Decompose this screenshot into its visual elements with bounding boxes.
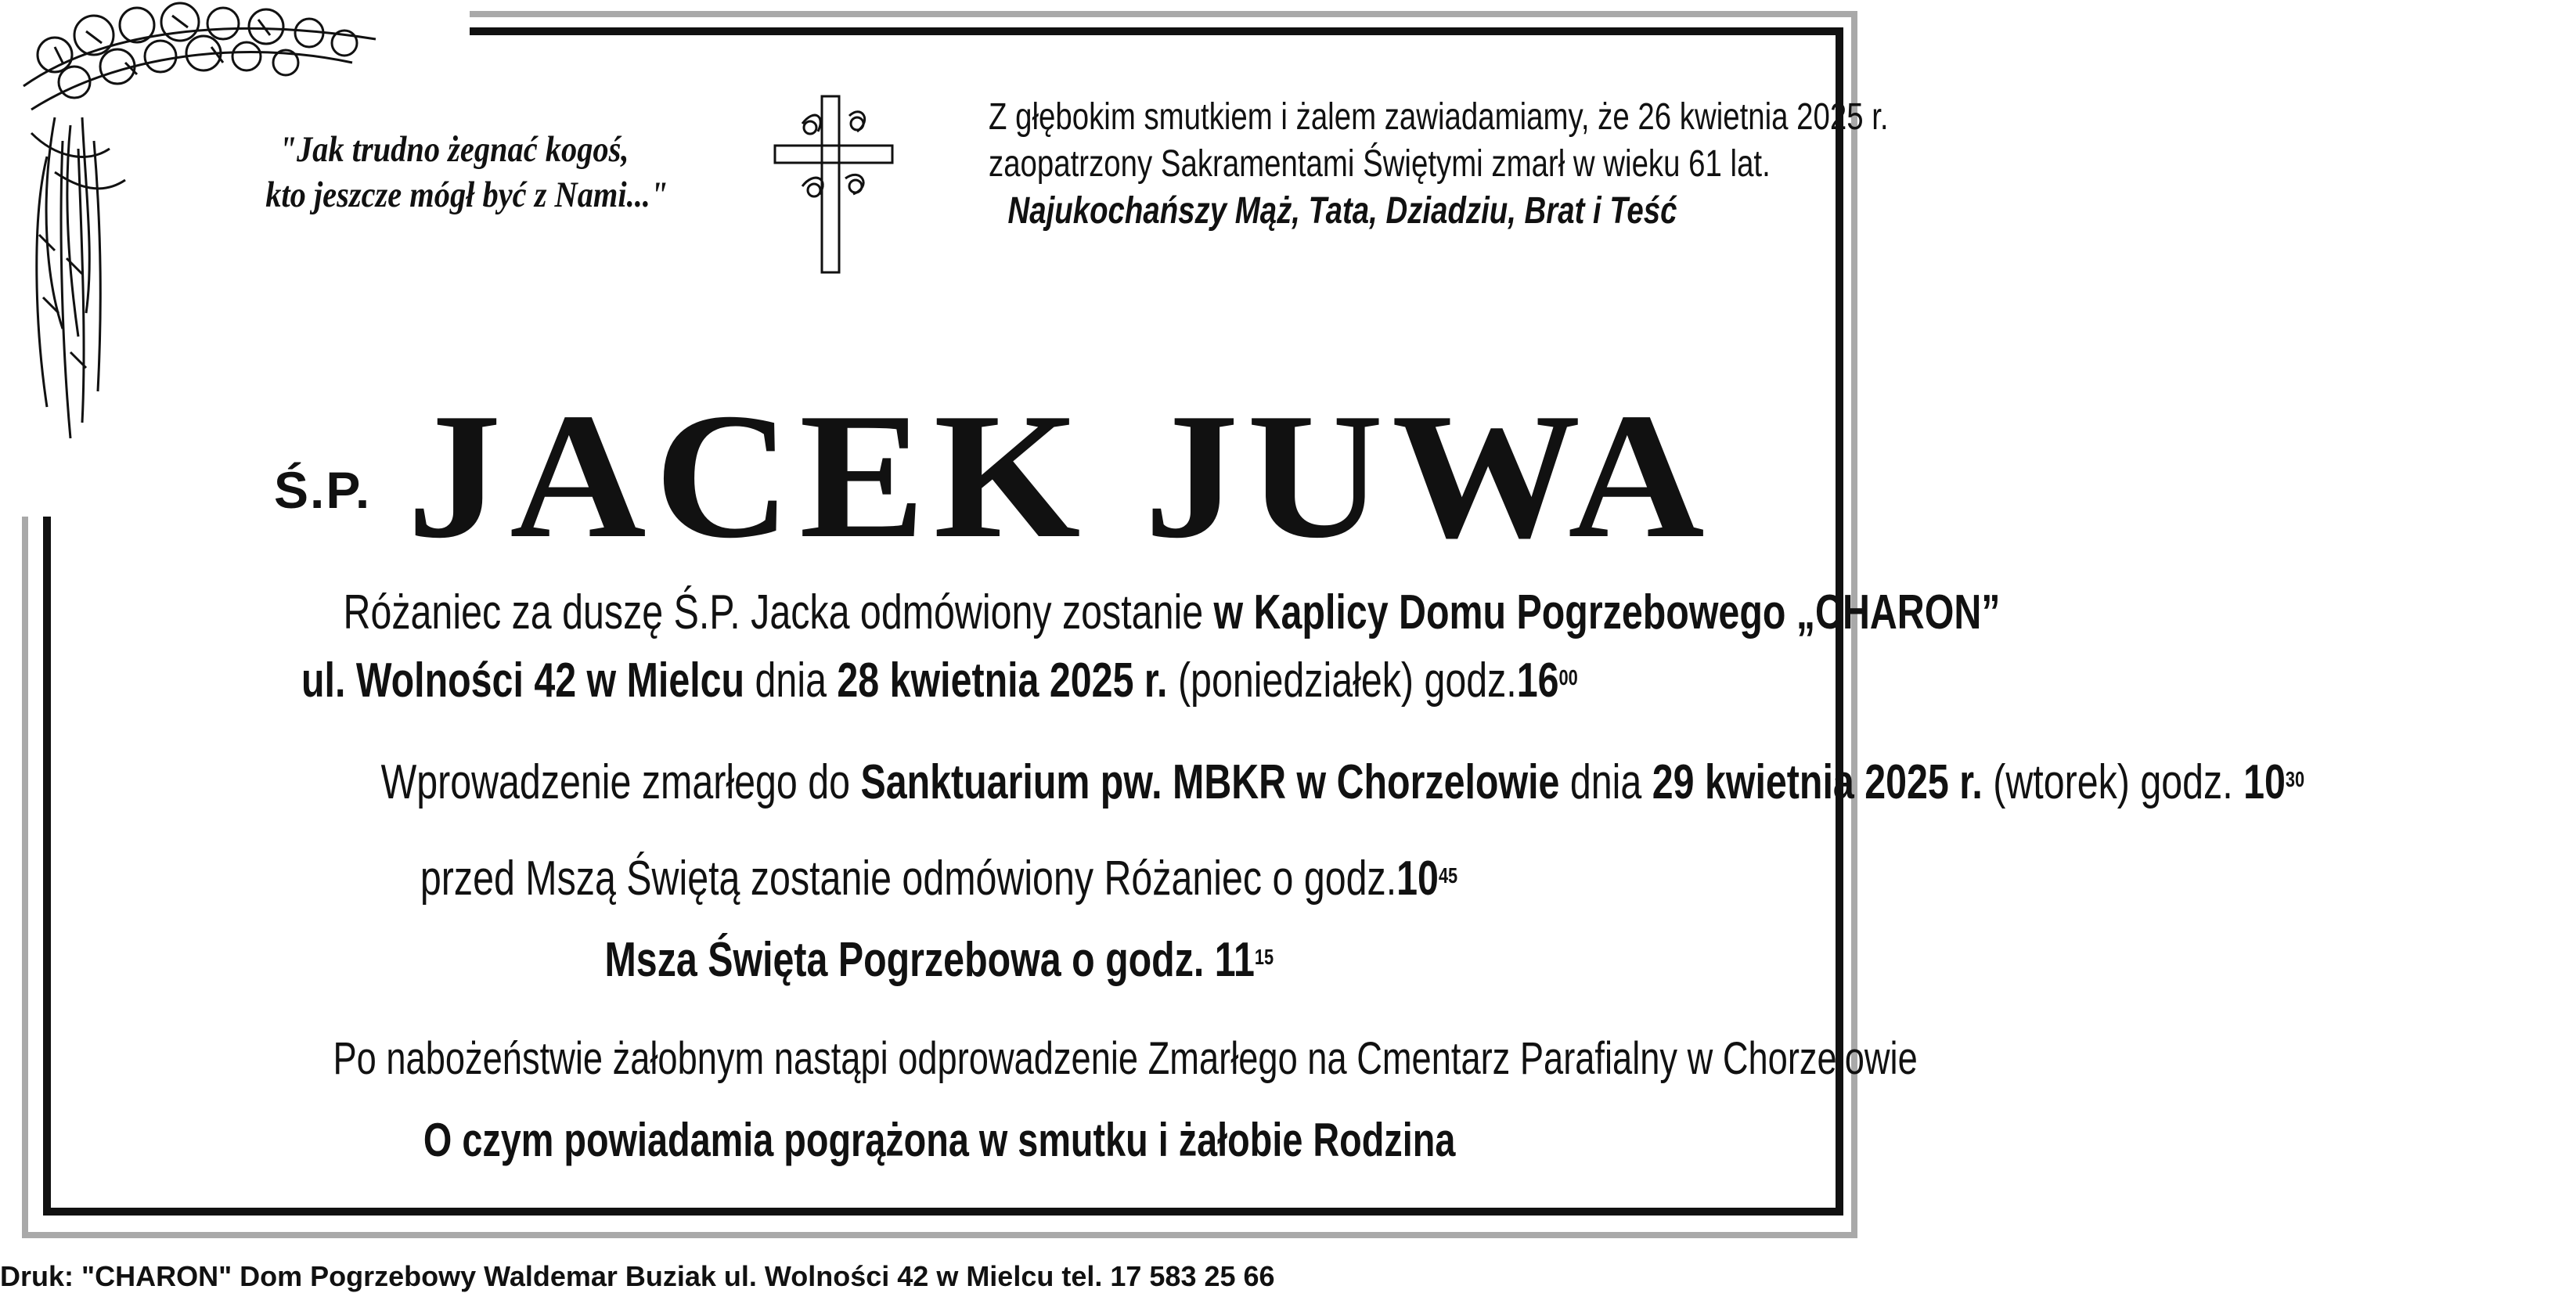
introduction-weekday: (wtorek) godz. bbox=[1993, 755, 2233, 809]
name-row bbox=[274, 376, 1761, 575]
quote bbox=[265, 127, 668, 218]
rosary-hour: 16 bbox=[1516, 654, 1559, 708]
introduction-date: 29 kwietnia 2025 r. bbox=[1652, 755, 1983, 809]
procession-text: Po nabożeństwie żałobnym nastąpi odprowadzenie Zmarłego na Cmentarz Parafialny w Chorzelowie bbox=[333, 1033, 1918, 1084]
funeral-mass-minute: 15 bbox=[1255, 945, 1274, 969]
rosary-line-2 bbox=[110, 654, 1769, 708]
cross-icon bbox=[771, 92, 896, 276]
relationship-line: Najukochańszy Mąż, Tata, Dziadziu, Brat i Teść bbox=[1007, 190, 1677, 232]
introduction-day-prefix: dnia bbox=[1569, 755, 1642, 809]
introduction-hour: 10 bbox=[2243, 755, 2286, 809]
quote-line-1: "Jak trudno żegnać kogoś, bbox=[279, 129, 629, 170]
introduction-minute: 30 bbox=[2285, 767, 2305, 791]
deceased-name: JACEK JUWA bbox=[407, 376, 1713, 575]
announcement-line-2: zaopatrzony Sakramentami Świętymi zmarł w wieku 61 lat. bbox=[989, 143, 1771, 185]
rosary-place: w Kaplicy Domu Pogrzebowego „CHARON” bbox=[1213, 585, 2001, 639]
closing-line bbox=[110, 1113, 1769, 1168]
rosary-address: ul. Wolności 42 w Mielcu bbox=[301, 654, 744, 708]
funeral-mass-text: Msza Święta Pogrzebowa o godz. bbox=[604, 933, 1205, 987]
rosary-minute: 00 bbox=[1558, 665, 1578, 690]
introduction-place: Sanktuarium pw. MBKR w Chorzelowie bbox=[860, 755, 1560, 809]
quote-line-2: kto jeszcze mógł być z Nami..." bbox=[265, 175, 668, 215]
closing-text: O czym powiadamia pogrążona w smutku i żałobie Rodzina bbox=[423, 1114, 1456, 1166]
funeral-mass-line bbox=[110, 933, 1769, 988]
rosary-weekday: (poniedziałek) godz. bbox=[1177, 654, 1517, 708]
rosary-date: 28 kwietnia 2025 r. bbox=[837, 654, 1168, 708]
rosary-line-1 bbox=[110, 585, 2001, 640]
rosary-day-prefix: dnia bbox=[755, 654, 827, 708]
name-prefix: Ś.P. bbox=[274, 461, 372, 519]
rosary-text: Różaniec za duszę Ś.P. Jacka odmówiony zostanie bbox=[343, 585, 1204, 639]
before-mass-text: przed Mszą Świętą zostanie odmówiony Różaniec o godz. bbox=[420, 852, 1397, 906]
before-mass-hour: 10 bbox=[1396, 852, 1439, 906]
announcement-line-1: Z głębokim smutkiem i żalem zawiadamiamy, że 26 kwietnia 2025 r. bbox=[989, 96, 1889, 138]
before-mass-minute: 45 bbox=[1439, 863, 1458, 888]
procession-line bbox=[110, 1032, 1918, 1086]
introduction-text: Wprowadzenie zmarłego do bbox=[380, 755, 851, 809]
announcement bbox=[900, 94, 1889, 235]
before-mass-line bbox=[110, 852, 1769, 906]
funeral-mass-hour: 11 bbox=[1214, 933, 1256, 987]
introduction-line bbox=[110, 755, 2305, 810]
printer-footer: Druk: "CHARON" Dom Pogrzebowy Waldemar Buziak ul. Wolności 42 w Mielcu tel. 17 583 25 66 bbox=[0, 1260, 1275, 1292]
